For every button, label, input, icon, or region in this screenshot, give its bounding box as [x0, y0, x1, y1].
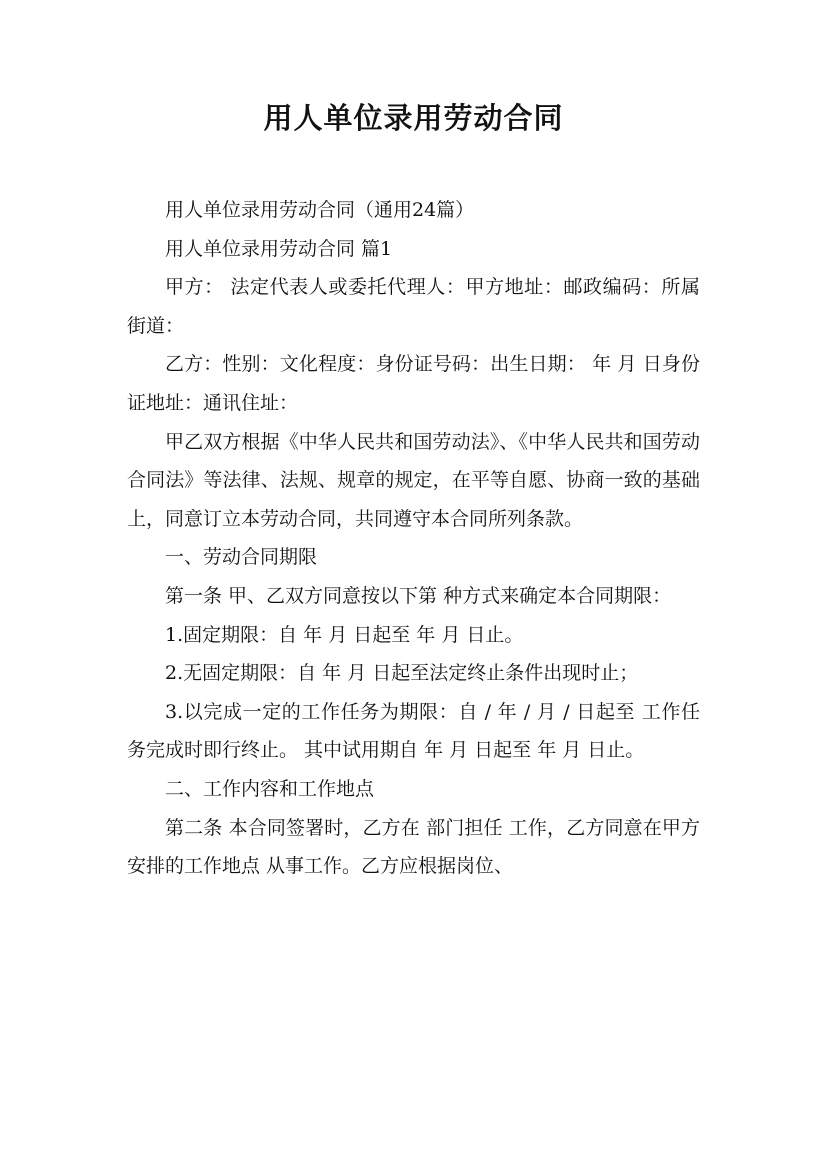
paragraph-chapter-1-heading: 一、劳动合同期限 [165, 546, 318, 569]
paragraph-term-option-3: 3.以完成一定的工作任务为期限：自 / 年 / 月 / 日起至 工作任务完成时即行终止。 其中试用期自 年 月 日起至 年 月 日止。 [127, 700, 700, 762]
paragraph-article-2: 第二条 本合同签署时，乙方在 部门担任 工作，乙方同意在甲方安排的工作地点 从事工作。乙方应根据岗位、 [127, 816, 700, 878]
paragraph-preamble: 甲乙双方根据《中华人民共和国劳动法》、《中华人民共和国劳动合同法》等法律、法规、规章的规定，在平等自愿、协商一致的基础上，同意订立本劳动合同，共同遵守本合同所列条款。 [127, 430, 700, 530]
paragraph-party-a: 甲方： 法定代表人或委托代理人：甲方地址：邮政编码：所属街道： [127, 276, 700, 337]
paragraph-term-option-2: 2.无固定期限：自 年 月 日起至法定终止条件出现时止； [165, 662, 639, 685]
paragraph-article-1: 第一条 甲、乙双方同意按以下第 种方式来确定本合同期限： [165, 584, 672, 607]
paragraph-section-heading: 用人单位录用劳动合同 篇1 [165, 237, 393, 260]
document-title: 用人单位录用劳动合同 [263, 101, 564, 135]
document-body [127, 191, 700, 886]
paragraph-term-option-1: 1.固定期限：自 年 月 日起至 年 月 日止。 [165, 623, 524, 646]
paragraph-party-b: 乙方：性别：文化程度：身份证号码：出生日期： 年 月 日身份证地址：通讯住址： [127, 353, 700, 414]
paragraph-chapter-2-heading: 二、工作内容和工作地点 [165, 777, 375, 800]
paragraph-subtitle: 用人单位录用劳动合同（通用24篇） [165, 199, 475, 221]
